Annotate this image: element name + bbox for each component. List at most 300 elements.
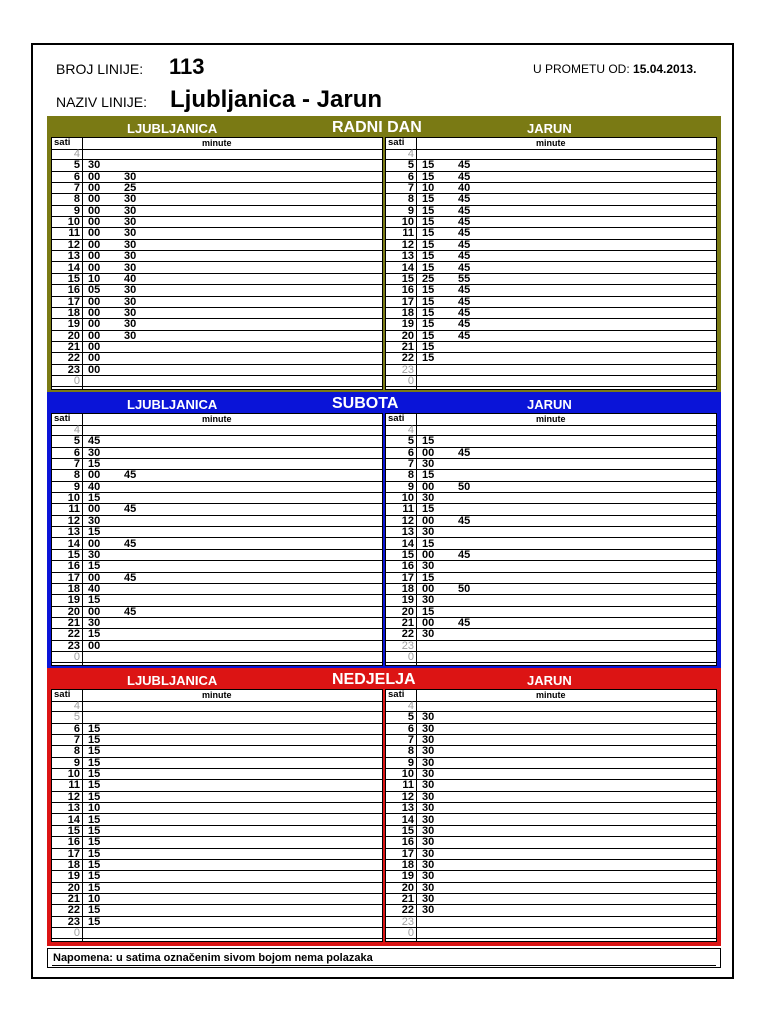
table-row [52,493,382,504]
hour-cell: 5 [407,435,414,448]
hour-cell: 9 [73,756,80,769]
minute-cell: 00 [88,216,101,229]
table-row [386,516,716,527]
hour-cell: 8 [73,469,80,482]
hour-cell: 11 [68,779,80,792]
minute-cell: 00 [88,605,101,618]
hour-cell: 23 [401,639,414,652]
table-row [52,448,382,459]
hour-cell: 20 [401,605,414,618]
minute-cell: 30 [422,756,435,769]
minute-cell: 00 [88,227,101,240]
table-row [386,641,716,652]
hour-cell: 8 [407,193,414,206]
table-row [386,894,716,905]
column-hours: sati [54,137,71,148]
table-left [51,689,383,942]
table-row [386,712,716,723]
hour-cell: 14 [401,537,414,550]
table-row [386,376,716,387]
table-row [52,425,382,436]
minute-cell: 15 [88,745,101,758]
table-right [385,413,717,666]
minute-cell: 30 [124,295,137,308]
table-row [52,871,382,882]
hour-cell: 14 [401,261,414,274]
hour-cell: 4 [407,700,414,712]
table-row [386,240,716,251]
column-minutes: minute [202,138,232,148]
minute-cell: 30 [88,159,101,172]
minute-cell: 15 [422,295,435,308]
minute-cell: 45 [458,548,471,561]
table-row [52,837,382,848]
table-row [52,285,382,296]
minute-cell: 10 [88,892,101,905]
table-row [52,712,382,723]
table-row [386,595,716,606]
minute-cell: 45 [458,204,471,217]
minute-cell: 30 [422,892,435,905]
minute-cell: 15 [422,159,435,172]
minute-cell: 15 [422,340,435,353]
minute-cell: 30 [422,824,435,837]
minute-cell: 30 [422,711,435,724]
minute-cell: 30 [124,318,137,331]
table-row [386,263,716,274]
table-row [52,342,382,353]
column-hours: sati [388,137,405,148]
table-row [386,607,716,618]
minute-cell: 15 [88,858,101,871]
column-hours: sati [54,413,71,424]
table-row [52,365,382,376]
table-row [386,319,716,330]
minute-cell: 30 [124,250,137,263]
block-sunday [47,668,721,946]
hour-cell: 23 [401,915,414,928]
minute-cell: 00 [88,238,101,251]
minute-cell: 15 [88,560,101,573]
line-number-label: BROJ LINIJE: [56,61,144,77]
table-row [52,607,382,618]
table-row [52,561,382,572]
footnote [47,948,721,968]
minute-cell: 50 [458,582,471,595]
hour-cell: 10 [401,216,414,229]
hour-cell: 11 [68,503,80,516]
hour-cell: 0 [73,375,80,387]
minute-cell: 30 [422,768,435,781]
table-row [386,758,716,769]
hour-cell: 19 [401,594,414,607]
hour-cell: 5 [73,435,80,448]
table-row [386,297,716,308]
table-row [386,769,716,780]
valid-from-date: 15.04.2013. [633,62,697,76]
table-row [386,701,716,712]
hour-cell: 16 [67,560,80,573]
hour-cell: 23 [67,363,80,376]
minute-cell: 30 [422,847,435,860]
minute-cell: 45 [458,284,471,297]
minute-cell: 00 [422,480,435,493]
table-row [386,561,716,572]
hour-cell: 15 [401,272,414,285]
hour-cell: 22 [401,904,414,917]
table-row [52,618,382,629]
minute-cell: 15 [422,352,435,365]
minute-cell: 00 [88,182,101,195]
hour-cell: 20 [67,881,80,894]
table-row [386,803,716,814]
table-row [386,527,716,538]
table-row [52,550,382,561]
hour-cell: 23 [67,639,80,652]
table-row [386,149,716,160]
hour-cell: 19 [67,594,80,607]
hour-cell: 15 [67,272,80,285]
hour-cell: 5 [407,711,414,724]
hour-cell: 22 [401,352,414,365]
minute-cell: 45 [458,306,471,319]
hour-cell: 10 [67,492,80,505]
hour-cell: 22 [67,628,80,641]
column-minutes: minute [202,690,232,700]
minute-cell: 15 [422,435,435,448]
minute-cell: 15 [88,628,101,641]
minute-cell: 10 [88,802,101,815]
table-row [52,758,382,769]
minute-cell: 15 [88,836,101,849]
minute-cell: 15 [422,469,435,482]
table-row [52,436,382,447]
hour-cell: 21 [401,340,414,353]
hour-cell: 11 [402,779,414,792]
minute-cell: 45 [458,238,471,251]
table-right [385,689,717,942]
hour-cell: 11 [402,503,414,516]
block-saturday [47,392,721,670]
table-row [386,550,716,561]
hour-cell: 14 [67,813,80,826]
column-hours: sati [388,413,405,424]
minute-cell: 15 [88,904,101,917]
table-row [386,652,716,663]
table-row [52,641,382,652]
minute-cell: 00 [88,250,101,263]
hour-cell: 0 [407,651,414,663]
hour-cell: 12 [67,514,80,527]
hour-cell: 10 [401,492,414,505]
minute-cell: 15 [422,537,435,550]
table-row [52,459,382,470]
table-row [52,217,382,228]
minute-cell: 15 [422,193,435,206]
hour-cell: 14 [67,537,80,550]
table-row [386,353,716,364]
table-row [386,331,716,342]
minute-cell: 55 [458,272,471,285]
hour-cell: 10 [67,216,80,229]
line-number: 113 [169,54,205,79]
minute-cell: 30 [422,734,435,747]
table-row [52,735,382,746]
table-right [385,137,717,390]
minute-cell: 25 [124,182,137,195]
minute-cell: 30 [422,858,435,871]
minute-cell: 00 [88,261,101,274]
hour-cell: 6 [407,446,414,459]
valid-from-label [533,62,696,76]
minute-cell: 15 [88,870,101,883]
table-row [386,459,716,470]
minute-cell: 15 [88,824,101,837]
table-row [52,376,382,387]
timetable-page [31,43,734,979]
minute-cell: 45 [124,537,137,550]
hour-cell: 6 [407,722,414,735]
hour-cell: 22 [67,904,80,917]
minute-cell: 30 [422,745,435,758]
hour-cell: 4 [407,424,414,436]
hour-cell: 7 [407,734,414,747]
hour-cell: 19 [401,870,414,883]
column-minutes: minute [536,690,566,700]
table-row [52,928,382,939]
table-row [386,905,716,916]
minute-cell: 30 [422,560,435,573]
table-row [52,297,382,308]
minute-cell: 30 [124,329,137,342]
minute-cell: 30 [422,881,435,894]
hour-cell: 20 [67,329,80,342]
minute-cell: 15 [88,756,101,769]
table-row [386,160,716,171]
minute-cell: 15 [88,492,101,505]
table-row [52,228,382,239]
minute-cell: 15 [422,318,435,331]
table-row [52,331,382,342]
table-row [52,701,382,712]
hour-cell: 4 [73,148,80,160]
minute-cell: 15 [422,571,435,584]
minute-cell: 45 [124,503,137,516]
hour-cell: 12 [401,514,414,527]
table-row [386,928,716,939]
minute-cell: 30 [422,594,435,607]
minute-cell: 30 [124,238,137,251]
minute-cell: 15 [88,722,101,735]
hour-cell: 6 [73,170,80,183]
table-row [52,172,382,183]
table-row [386,228,716,239]
table-row [52,308,382,319]
table-row [52,482,382,493]
minute-cell: 45 [458,159,471,172]
minute-cell: 00 [88,295,101,308]
table-row [386,365,716,376]
hour-cell: 19 [67,870,80,883]
minute-cell: 30 [422,836,435,849]
minute-cell: 45 [458,329,471,342]
minute-cell: 45 [124,605,137,618]
table-row [52,263,382,274]
minute-cell: 00 [88,340,101,353]
hour-cell: 9 [73,204,80,217]
hour-cell: 18 [67,582,80,595]
table-row [52,194,382,205]
table-row [52,516,382,527]
hour-cell: 15 [67,824,80,837]
hour-cell: 0 [73,651,80,663]
minute-cell: 15 [88,915,101,928]
minute-cell: 00 [422,616,435,629]
minute-cell: 45 [458,170,471,183]
minute-cell: 30 [124,170,137,183]
table-row [386,436,716,447]
hour-cell: 6 [73,446,80,459]
table-row [52,539,382,550]
minute-cell: 00 [88,363,101,376]
table-row [386,217,716,228]
minute-cell: 00 [422,514,435,527]
minute-cell: 45 [124,469,137,482]
table-row [386,629,716,640]
footnote-rule [52,965,716,966]
hour-cell: 17 [401,295,414,308]
minute-cell: 15 [422,204,435,217]
minute-cell: 30 [422,870,435,883]
hour-cell: 9 [407,756,414,769]
table-row [52,527,382,538]
hour-cell: 0 [407,375,414,387]
minute-cell: 15 [422,284,435,297]
hour-cell: 0 [407,927,414,939]
minute-cell: 15 [88,768,101,781]
table-row [52,826,382,837]
minute-cell: 30 [422,790,435,803]
table-row [52,251,382,262]
hour-cell: 18 [67,306,80,319]
minute-cell: 15 [422,216,435,229]
column-minutes: minute [202,414,232,424]
table-row [52,629,382,640]
block-right-terminus: JARUN [527,121,572,136]
valid-from-label-text: U PROMETU OD: [533,62,630,76]
hour-cell: 15 [401,824,414,837]
hour-cell: 8 [73,193,80,206]
table-row [386,251,716,262]
hour-cell: 21 [67,616,80,629]
hour-cell: 22 [67,352,80,365]
table-left [51,137,383,390]
table-row [386,448,716,459]
hour-cell: 8 [407,469,414,482]
hour-cell: 10 [67,768,80,781]
line-name: Ljubljanica - Jarun [170,86,383,113]
minute-cell: 30 [124,216,137,229]
hour-cell: 17 [401,847,414,860]
minute-cell: 00 [88,318,101,331]
minute-cell: 30 [88,446,101,459]
hour-cell: 18 [67,858,80,871]
hour-cell: 20 [401,881,414,894]
minute-cell: 15 [422,306,435,319]
hour-cell: 23 [67,915,80,928]
table-row [52,769,382,780]
minute-cell: 30 [124,306,137,319]
hour-cell: 7 [73,182,80,195]
hour-cell: 17 [401,571,414,584]
hour-cell: 13 [67,250,80,263]
hour-cell: 9 [407,480,414,493]
table-row [386,826,716,837]
minute-cell: 00 [88,639,101,652]
table-row [386,194,716,205]
table-row [52,353,382,364]
block-left-terminus: LJUBLJANICA [127,673,218,688]
minute-cell: 40 [124,272,137,285]
table-row [386,504,716,515]
hour-cell: 21 [67,340,80,353]
table-row [52,860,382,871]
table-row [386,917,716,928]
table-row [386,780,716,791]
hour-cell: 16 [401,560,414,573]
table-row [52,792,382,803]
block-title: SUBOTA [332,395,399,412]
minute-cell: 30 [124,227,137,240]
minute-cell: 45 [458,216,471,229]
hour-cell: 18 [401,582,414,595]
table-row [386,425,716,436]
hour-cell: 12 [67,238,80,251]
minute-cell: 15 [88,813,101,826]
table-row [386,735,716,746]
hour-cell: 11 [402,227,414,240]
table-row [386,618,716,629]
table-row [386,285,716,296]
table-row [386,342,716,353]
table-row [386,584,716,595]
minute-cell: 00 [422,446,435,459]
hour-cell: 4 [407,148,414,160]
hour-cell: 7 [73,458,80,471]
hour-cell: 12 [401,238,414,251]
hour-cell: 18 [401,858,414,871]
minute-cell: 45 [458,318,471,331]
table-row [52,652,382,663]
hour-cell: 12 [401,790,414,803]
hour-cell: 6 [73,722,80,735]
minute-cell: 45 [458,227,471,240]
minute-cell: 40 [88,480,101,493]
table-row [386,172,716,183]
hour-cell: 17 [67,295,80,308]
block-title: NEDJELJA [332,671,416,688]
table-row [52,803,382,814]
hour-cell: 5 [73,159,80,172]
minute-cell: 40 [458,182,471,195]
hour-cell: 13 [401,250,414,263]
minute-cell: 45 [458,193,471,206]
table-row [52,724,382,735]
minute-cell: 00 [88,193,101,206]
hour-cell: 8 [73,745,80,758]
table-row [386,871,716,882]
minute-cell: 50 [458,480,471,493]
